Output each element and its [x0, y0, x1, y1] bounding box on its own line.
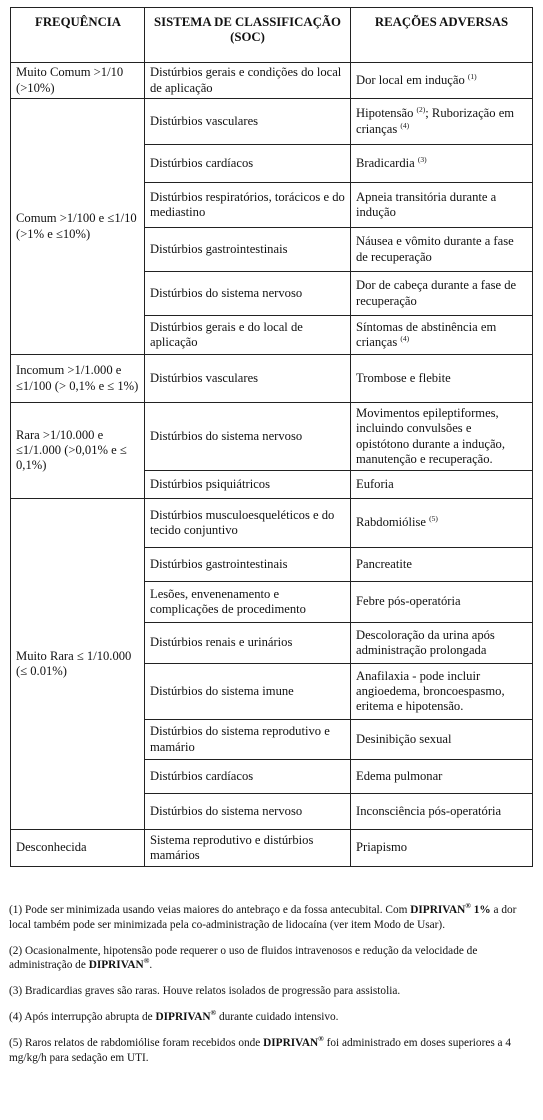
soc-cell: Distúrbios vasculares — [145, 99, 351, 145]
reaction-cell: Priapismo — [351, 830, 533, 867]
reaction-cell: Dor local em indução $^{(1)}$ — [351, 63, 533, 99]
soc-cell: Sistema reprodutivo e distúrbios mamários — [145, 830, 351, 867]
frequency-cell: Comum >1/100 e ≤1/10 (>1% e ≤10%) — [11, 99, 145, 355]
frequency-cell: Muito Comum >1/10 (>10%) — [11, 63, 145, 99]
footnote-1: (1) Pode ser minimizada usando veias maiores do antebraço e da fossa antecubital. Com DIPRIVAN® 1% a dor local também pode ser minimizada pela co-administração de lidocaína (ver item Modo de Usar). — [9, 901, 517, 931]
reaction-cell: Hipotensão $^{(2)}$; Ruborização em crianças $^{(4)}$ — [351, 99, 533, 145]
reaction-cell: Náusea e vômito durante a fase de recuperação — [351, 228, 533, 272]
frequency-cell: Incomum >1/1.000 e ≤1/100 (> 0,1% e ≤ 1%) — [11, 355, 145, 403]
reaction-cell: Pancreatite — [351, 548, 533, 582]
soc-cell: Distúrbios musculoesqueléticos e do tecido conjuntivo — [145, 499, 351, 548]
soc-cell: Lesões, envenenamento e complicações de procedimento — [145, 582, 351, 623]
header-reactions: REAÇÕES ADVERSAS — [351, 8, 533, 63]
soc-cell: Distúrbios psiquiátricos — [145, 471, 351, 499]
footnote-5: (5) Raros relatos de rabdomiólise foram recebidos onde DIPRIVAN® foi administrado em doses superiores a 4 mg/kg/h para sedação em UTI. — [9, 1033, 512, 1064]
soc-cell: Distúrbios renais e urinários — [145, 623, 351, 664]
soc-cell: Distúrbios gastrointestinais — [145, 228, 351, 272]
soc-cell: Distúrbios do sistema nervoso — [145, 272, 351, 316]
reaction-cell: Síntomas de abstinência em crianças $^{(4)}$ — [351, 316, 533, 355]
footnotes — [9, 903, 529, 1076]
reaction-cell: Inconsciência pós-operatória — [351, 794, 533, 830]
soc-cell: Distúrbios do sistema reprodutivo e mamário — [145, 720, 351, 760]
table-row — [11, 63, 533, 99]
reaction-cell: Desinibição sexual — [351, 720, 533, 760]
footnote-2: (2) Ocasionalmente, hipotensão pode requerer o uso de fluidos intravenosos e redução da velocidade de administração de DIPRIVAN®. — [9, 944, 478, 972]
frequency-cell: Rara >1/10.000 e ≤1/1.000 (>0,01% e ≤ 0,1%) — [11, 403, 145, 499]
reaction-cell: Bradicardia $^{(3)}$ — [351, 145, 533, 183]
soc-cell: Distúrbios cardíacos — [145, 760, 351, 794]
header-frequency: FREQUÊNCIA — [11, 8, 145, 63]
table-row — [11, 830, 533, 867]
table-row — [11, 499, 533, 548]
table-header-row — [11, 8, 533, 63]
table-row — [11, 403, 533, 471]
footnote-4: (4) Após interrupção abrupta de DIPRIVAN® durante cuidado intensivo. — [9, 1007, 339, 1023]
reaction-cell: Febre pós-operatória — [351, 582, 533, 623]
reaction-cell: Trombose e flebite — [351, 355, 533, 403]
reaction-cell: Euforia — [351, 471, 533, 499]
soc-cell: Distúrbios cardíacos — [145, 145, 351, 183]
frequency-cell: Desconhecida — [11, 830, 145, 867]
soc-cell: Distúrbios do sistema imune — [145, 664, 351, 720]
adverse-reactions-table — [10, 7, 533, 867]
soc-cell: Distúrbios do sistema nervoso — [145, 403, 351, 471]
reaction-cell: Movimentos epileptiformes, incluindo convulsões e opistótono durante a indução, manutenção e recuperação. — [351, 403, 533, 471]
table-row — [11, 99, 533, 145]
reaction-cell: Edema pulmonar — [351, 760, 533, 794]
soc-cell: Distúrbios respiratórios, torácicos e do mediastino — [145, 183, 351, 228]
reaction-cell: Anafilaxia - pode incluir angioedema, broncoespasmo, eritema e hipotensão. — [351, 664, 533, 720]
header-soc: SISTEMA DE CLASSIFICAÇÃO (SOC) — [145, 8, 351, 63]
reaction-cell: Rabdomiólise $^{(5)}$ — [351, 499, 533, 548]
soc-cell: Distúrbios gastrointestinais — [145, 548, 351, 582]
table-row — [11, 355, 533, 403]
soc-cell: Distúrbios do sistema nervoso — [145, 794, 351, 830]
reaction-cell: Dor de cabeça durante a fase de recuperação — [351, 272, 533, 316]
footnote-3: (3) Bradicardias graves são raras. Houve relatos isolados de progressão para assistolia. — [9, 985, 401, 998]
reaction-cell: Descoloração da urina após administração prolongada — [351, 623, 533, 664]
frequency-cell: Muito Rara ≤ 1/10.000 (≤ 0.01%) — [11, 499, 145, 830]
soc-cell: Distúrbios vasculares — [145, 355, 351, 403]
reaction-cell: Apneia transitória durante a indução — [351, 183, 533, 228]
soc-cell: Distúrbios gerais e condições do local de aplicação — [145, 63, 351, 99]
soc-cell: Distúrbios gerais e do local de aplicação — [145, 316, 351, 355]
